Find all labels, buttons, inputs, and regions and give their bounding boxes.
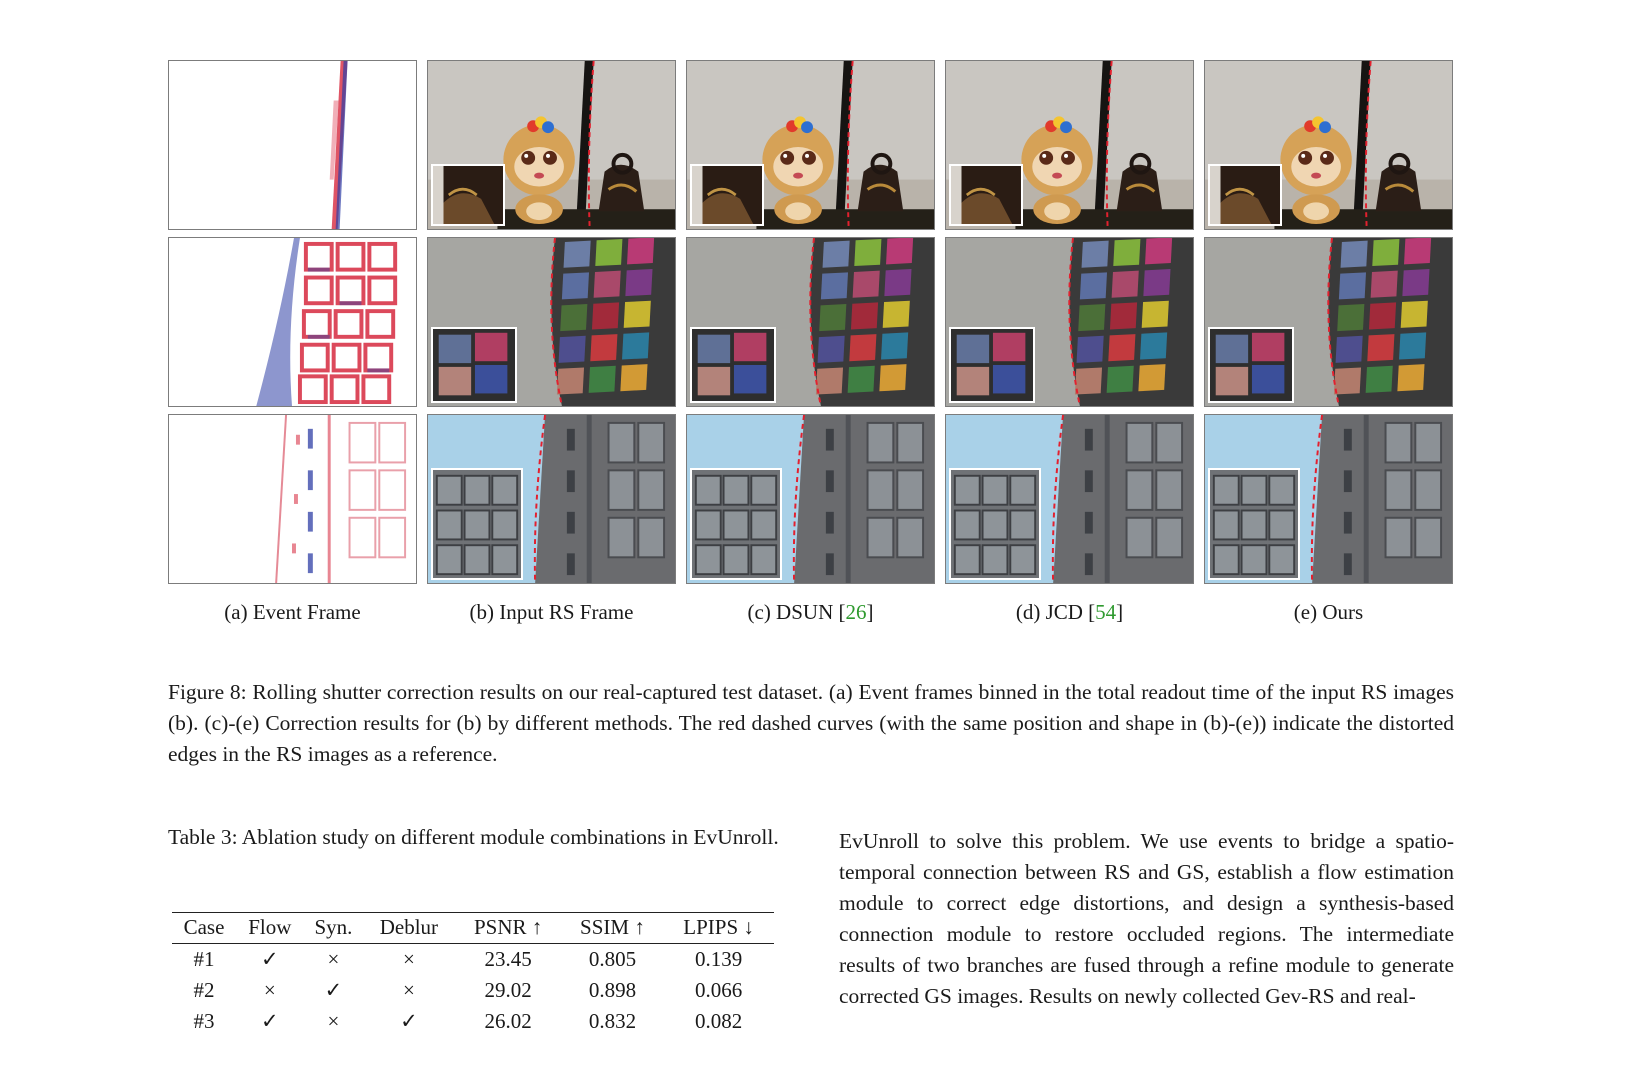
column-header: LPIPS ↓	[663, 913, 774, 944]
jcd-result-checker	[945, 237, 1194, 407]
table-cell: 0.082	[694, 1009, 743, 1032]
dsun-result-building	[686, 414, 935, 584]
column-caption-event-frame: (a) Event Frame	[224, 600, 361, 624]
dsun-result-toy	[686, 60, 935, 230]
zoom-inset	[949, 164, 1023, 226]
table-cell: 0.066	[694, 978, 743, 1002]
ours-result-toy	[1204, 60, 1453, 230]
zoom-inset	[1208, 164, 1282, 226]
column-header: Flow	[236, 913, 304, 944]
zoom-inset	[431, 327, 517, 403]
table-cell: ✓	[261, 1009, 279, 1032]
column-caption-jcd: (d) JCD [54]	[1015, 600, 1124, 624]
zoom-inset	[949, 327, 1035, 403]
table-cell: 23.45	[484, 947, 532, 971]
event-frame-toy	[168, 60, 417, 230]
table-cell: 0.805	[588, 947, 637, 971]
jcd-result-building	[945, 414, 1194, 584]
table-cell: #2	[193, 978, 215, 1002]
input-rs-checker	[427, 237, 676, 407]
ablation-table	[172, 912, 774, 1032]
column-caption-input-rs: (b) Input RS Frame	[469, 600, 634, 624]
table-cell: 0.898	[588, 978, 637, 1002]
zoom-inset	[431, 468, 523, 580]
table-header-row	[172, 913, 774, 944]
column-header: Deblur	[363, 913, 454, 944]
zoom-inset	[1208, 327, 1294, 403]
column-caption-ours: (e) Ours	[1293, 600, 1364, 624]
ours-result-checker	[1204, 237, 1453, 407]
table-cell: ×	[327, 947, 340, 971]
table-cell: ×	[402, 978, 415, 1002]
event-frame-building	[168, 414, 417, 584]
jcd-result-toy	[945, 60, 1194, 230]
zoom-inset	[690, 468, 782, 580]
event-frame-checker	[168, 237, 417, 407]
figure-caption: Figure 8: Rolling shutter correction results on our real-captured test dataset. (a) Event frames binned in the total readout time of the input RS images (b). (c)-(e) Correction results for (b) by different methods. The red dashed curves (with the same position and shape in (b)-(e)) indicate the distorted edges in the RS images as a reference.	[168, 680, 1454, 766]
table-cell: 0.832	[588, 1009, 637, 1032]
table-cell: ×	[263, 978, 276, 1002]
column-header: Case	[172, 913, 236, 944]
zoom-inset	[690, 327, 776, 403]
citation-link[interactable]: 26	[845, 600, 867, 624]
dsun-result-checker	[686, 237, 935, 407]
zoom-inset	[431, 164, 505, 226]
table-cell: 29.02	[484, 978, 532, 1002]
input-rs-toy	[427, 60, 676, 230]
ours-result-building	[1204, 414, 1453, 584]
table-caption: Table 3: Ablation study on different module combinations in EvUnroll.	[168, 825, 779, 849]
table-cell: ×	[327, 1009, 340, 1032]
table-cell: #1	[193, 947, 215, 971]
column-header: PSNR ↑	[455, 913, 562, 944]
zoom-inset	[1208, 468, 1300, 580]
table-cell: ✓	[324, 978, 343, 1002]
table-cell: 0.139	[694, 947, 743, 971]
table-cell: 26.02	[484, 1009, 532, 1032]
zoom-inset	[949, 468, 1041, 580]
column-caption-dsun: (c) DSUN [26]	[747, 600, 874, 624]
figure-8-grid	[168, 60, 1454, 586]
table-cell: ✓	[400, 1009, 418, 1032]
table-row	[172, 975, 774, 1006]
input-rs-building	[427, 414, 676, 584]
ablation-table-wrapper	[172, 912, 776, 1032]
table-cell: #3	[193, 1009, 215, 1032]
citation-link[interactable]: 54	[1095, 600, 1117, 624]
table-cell: ×	[402, 947, 415, 971]
zoom-inset	[690, 164, 764, 226]
table-cell: ✓	[261, 947, 279, 971]
body-paragraph: EvUnroll to solve this problem. We use events to bridge a spatio-temporal connection between RS and GS, establish a flow estimation module to correct edge distortions, and design a synthesis-based connection module to restore occluded regions. The intermediate results of two branches are fused through a refine module to generate corrected GS images. Results on newly collected Gev-RS and real-	[839, 829, 1454, 1008]
table-row	[172, 1006, 774, 1032]
column-header: Syn.	[304, 913, 363, 944]
table-row	[172, 944, 774, 976]
column-header: SSIM ↑	[562, 913, 664, 944]
